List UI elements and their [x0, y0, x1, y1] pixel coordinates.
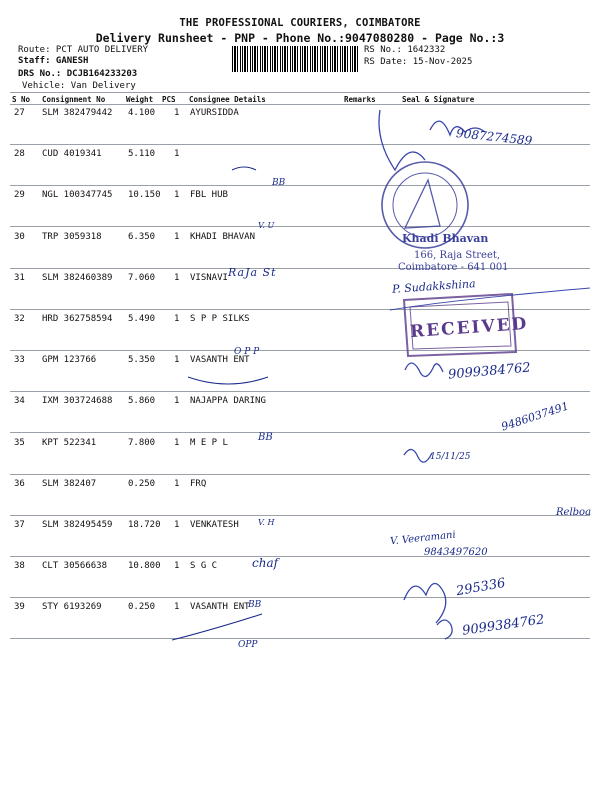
cell-sno: 37	[14, 520, 25, 530]
col-pcs: PCS	[162, 95, 176, 104]
row-divider	[10, 638, 590, 639]
signature-34: 9486037491	[499, 399, 571, 434]
cell-consignment: CUD 4019341	[42, 149, 102, 160]
col-details: Consignee Details	[189, 95, 266, 104]
received-stamp-text: RECEIVED	[409, 313, 529, 343]
cell-sno: 31	[14, 272, 25, 283]
cell-sno: 35	[14, 437, 25, 448]
table-row	[0, 190, 600, 231]
cell-pcs: 1	[174, 355, 180, 366]
row-divider	[10, 597, 590, 598]
remark-r28: BB	[272, 178, 286, 188]
col-remarks: Remarks	[344, 95, 376, 104]
staff-label: Staff: GANESH	[18, 56, 89, 66]
table-row	[0, 479, 600, 520]
cell-weight: 10.150	[128, 190, 161, 201]
remark-r33: O P P	[234, 347, 260, 357]
cell-consignment: STY 6193269	[42, 602, 102, 613]
col-weight: Weight	[126, 95, 154, 104]
cell-sno: 30	[14, 231, 25, 242]
cell-details: KHADI BHAVAN	[190, 231, 256, 242]
table-row	[0, 149, 600, 190]
cell-pcs: 1	[174, 314, 180, 324]
cell-consignment: SLM 382460389	[42, 272, 113, 283]
route-label: Route: PCT AUTO DELIVERY	[18, 45, 149, 55]
runsheet-title: THE PROFESSIONAL COURIERS, COIMBATORE	[179, 17, 421, 29]
cell-sno: 34	[14, 396, 25, 407]
row-divider	[10, 226, 590, 227]
cell-weight: 5.490	[128, 314, 156, 324]
table-row	[0, 438, 600, 479]
cell-consignment: GPM 123766	[42, 355, 97, 366]
cell-pcs: 1	[174, 231, 180, 242]
cell-sno: 27	[14, 108, 25, 118]
stamp-city: Coimbatore - 641 001	[398, 262, 509, 273]
signature-33: 9099384762	[447, 360, 532, 383]
cell-weight: 4.100	[128, 108, 156, 118]
cell-weight: 7.800	[128, 437, 156, 448]
cell-weight: 10.800	[128, 561, 161, 572]
cell-weight: 5.350	[128, 355, 156, 366]
row-divider	[10, 309, 590, 310]
cell-sno: 33	[14, 355, 25, 366]
row-divider	[10, 556, 590, 557]
runsheet-subtitle: Delivery Runsheet - PNP - Phone No.:9047080280 - Page No.:3	[95, 31, 505, 45]
signature-31: P. Sudakkshina	[391, 277, 476, 296]
cell-pcs: 1	[174, 561, 180, 572]
cell-details: M E P L	[190, 437, 228, 448]
table-row	[0, 232, 600, 273]
cell-weight: 18.720	[128, 520, 161, 530]
cell-details: VISNAVI	[190, 272, 228, 283]
cell-details: NAJAPPA DARING	[190, 396, 266, 407]
signature-37-phone: 9843497620	[424, 547, 488, 558]
cell-pcs: 1	[174, 149, 180, 160]
header-rule-top	[10, 92, 590, 93]
cell-sno: 38	[14, 561, 25, 572]
cell-pcs: 1	[174, 396, 180, 407]
stamp-address: 166, Raja Street,	[414, 250, 501, 261]
cell-consignment: CLT 30566638	[42, 561, 108, 572]
cell-consignment: SLM 382407	[42, 478, 97, 489]
cell-consignment: NGL 100347745	[42, 190, 113, 201]
col-sno: S No	[12, 95, 31, 104]
row-divider	[10, 350, 590, 351]
cell-details: S G C	[190, 561, 218, 572]
barcode	[232, 46, 358, 72]
cell-weight: 6.350	[128, 231, 156, 242]
signature-36: Relboa	[556, 507, 592, 518]
cell-sno: 28	[14, 149, 25, 160]
cell-pcs: 1	[174, 190, 180, 201]
cell-consignment: IXM 303724688	[42, 396, 113, 407]
table-row	[0, 520, 600, 561]
cell-weight: 7.060	[128, 272, 156, 283]
rs-date: RS Date: 15-Nov-2025	[364, 57, 473, 67]
cell-sno: 36	[14, 478, 25, 489]
row-divider	[10, 474, 590, 475]
cell-sno: 29	[14, 190, 25, 201]
signature-39: 9099384762	[461, 612, 546, 639]
cell-pcs: 1	[174, 108, 180, 118]
cell-pcs: 1	[174, 478, 180, 489]
cell-consignment: SLM 382495459	[42, 520, 113, 530]
vehicle-label: Vehicle: Van Delivery	[22, 81, 136, 91]
signature-35: 15/11/25	[430, 452, 471, 462]
col-consignment: Consignment No	[42, 95, 106, 104]
cell-details: AYURSIDDA	[190, 108, 239, 118]
cell-consignment: KPT 522341	[42, 437, 97, 448]
remark-r39-opp: OPP	[238, 640, 258, 650]
cell-pcs: 1	[174, 272, 180, 283]
rs-number: RS No.: 1642332	[364, 45, 446, 55]
remark-r35: BB	[258, 432, 273, 443]
signature-37-name: V. Veeramani	[389, 529, 457, 548]
cell-details: VASANTH ENT	[190, 602, 250, 613]
cell-details: VASANTH ENT	[190, 355, 250, 366]
cell-weight: 0.250	[128, 602, 156, 613]
signature-38: 295336	[455, 575, 507, 600]
cell-sno: 32	[14, 314, 25, 324]
row-divider	[10, 515, 590, 516]
cell-weight: 5.110	[128, 149, 156, 160]
cell-consignment: TRP 3059318	[42, 231, 102, 242]
stamp-name: Khadi Bhavan	[402, 232, 489, 245]
col-signature: Seal & Signature	[402, 95, 475, 104]
remark-r37: V. H	[258, 518, 275, 527]
row-divider	[10, 185, 590, 186]
cell-pcs: 1	[174, 602, 180, 613]
remark-r38: chaf	[252, 556, 279, 570]
remark-r31: RaJa St	[228, 266, 277, 279]
table-row	[0, 273, 600, 314]
cell-weight: 0.250	[128, 478, 156, 489]
cell-details: FBL HUB	[190, 190, 228, 201]
signature-27: 9087274589	[455, 126, 533, 148]
header-rule-bottom	[10, 104, 590, 105]
cell-pcs: 1	[174, 437, 180, 448]
cell-pcs: 1	[174, 520, 180, 530]
remark-r29: V. U	[258, 221, 275, 230]
cell-details: VENKATESH	[190, 520, 239, 530]
drs-number: DRS No.: DCJB164233203	[18, 69, 138, 79]
cell-weight: 5.860	[128, 396, 156, 407]
table-row	[0, 561, 600, 602]
cell-consignment: HRD 362758594	[42, 314, 113, 324]
remark-r39-bb: BB	[248, 600, 262, 610]
cell-consignment: SLM 382479442	[42, 108, 113, 118]
row-divider	[10, 391, 590, 392]
cell-details: FRQ	[190, 478, 207, 489]
cell-details: S P P SILKS	[190, 314, 250, 324]
cell-sno: 39	[14, 602, 25, 613]
